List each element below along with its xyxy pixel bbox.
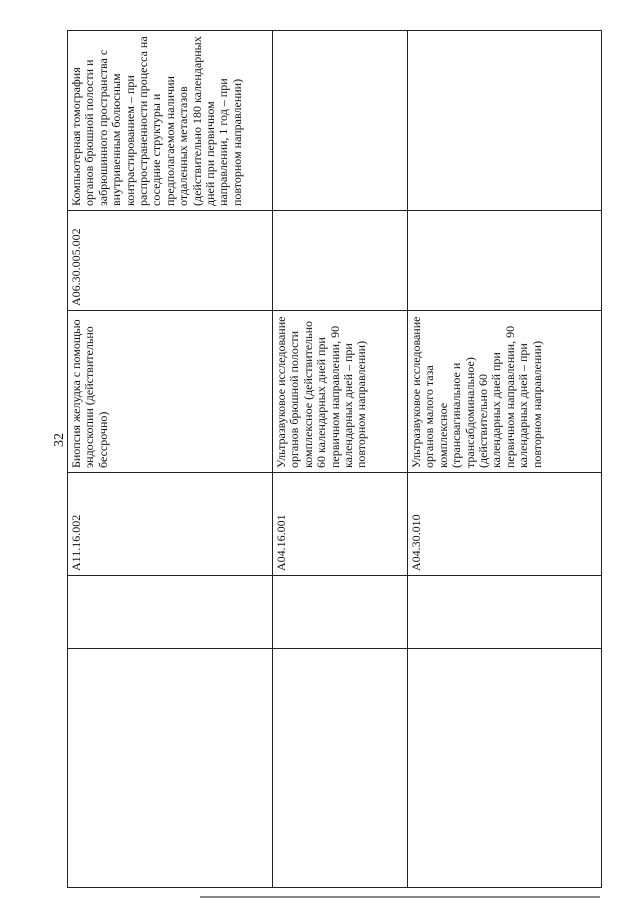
row2-service-a-name: Ультразвуковое исследование органов брюшной полости комплексное (действительно 60 календарных дней при первичном направлении, 90 календарных дней – при повторном направлении) bbox=[274, 316, 369, 468]
row1-service-b-name: Компьютерная томография органов брюшной полости и забрюшинного пространства с внутривенным болюсным контрастированием – при распространенности процесса на соседние структуры и предполагаемом наличии отдаленных метастазов (действительно 180 календарных дней при первичном направлении, 1 год – при повторном направлении) bbox=[69, 36, 244, 206]
row1-service-a-name: Биопсия желудка с помощью эндоскопии (действительно бессрочно) bbox=[69, 319, 110, 468]
services-table bbox=[67, 30, 602, 888]
row3-service-a-code: A04.30.010 bbox=[409, 514, 423, 571]
col-sep-4 bbox=[67, 575, 602, 576]
table-border-right bbox=[601, 30, 602, 888]
page-bottom-rule bbox=[200, 896, 600, 898]
table-border-bottom bbox=[67, 887, 602, 888]
row1-service-a-code: A11.16.002 bbox=[69, 514, 83, 571]
col-sep-5 bbox=[67, 648, 602, 649]
row2-service-a-code: A04.16.001 bbox=[274, 514, 288, 571]
row1-service-b-code: A06.30.005.002 bbox=[69, 228, 83, 306]
row3-service-a-name: Ультразвуковое исследование органов малого таза комплексное (трансвагинальное и трансабдоминальное) (действительно 60 календарных дней при первичном направлении, 90 календарных дней – при повторном направлении) bbox=[409, 316, 544, 468]
page-number: 32 bbox=[52, 433, 67, 447]
